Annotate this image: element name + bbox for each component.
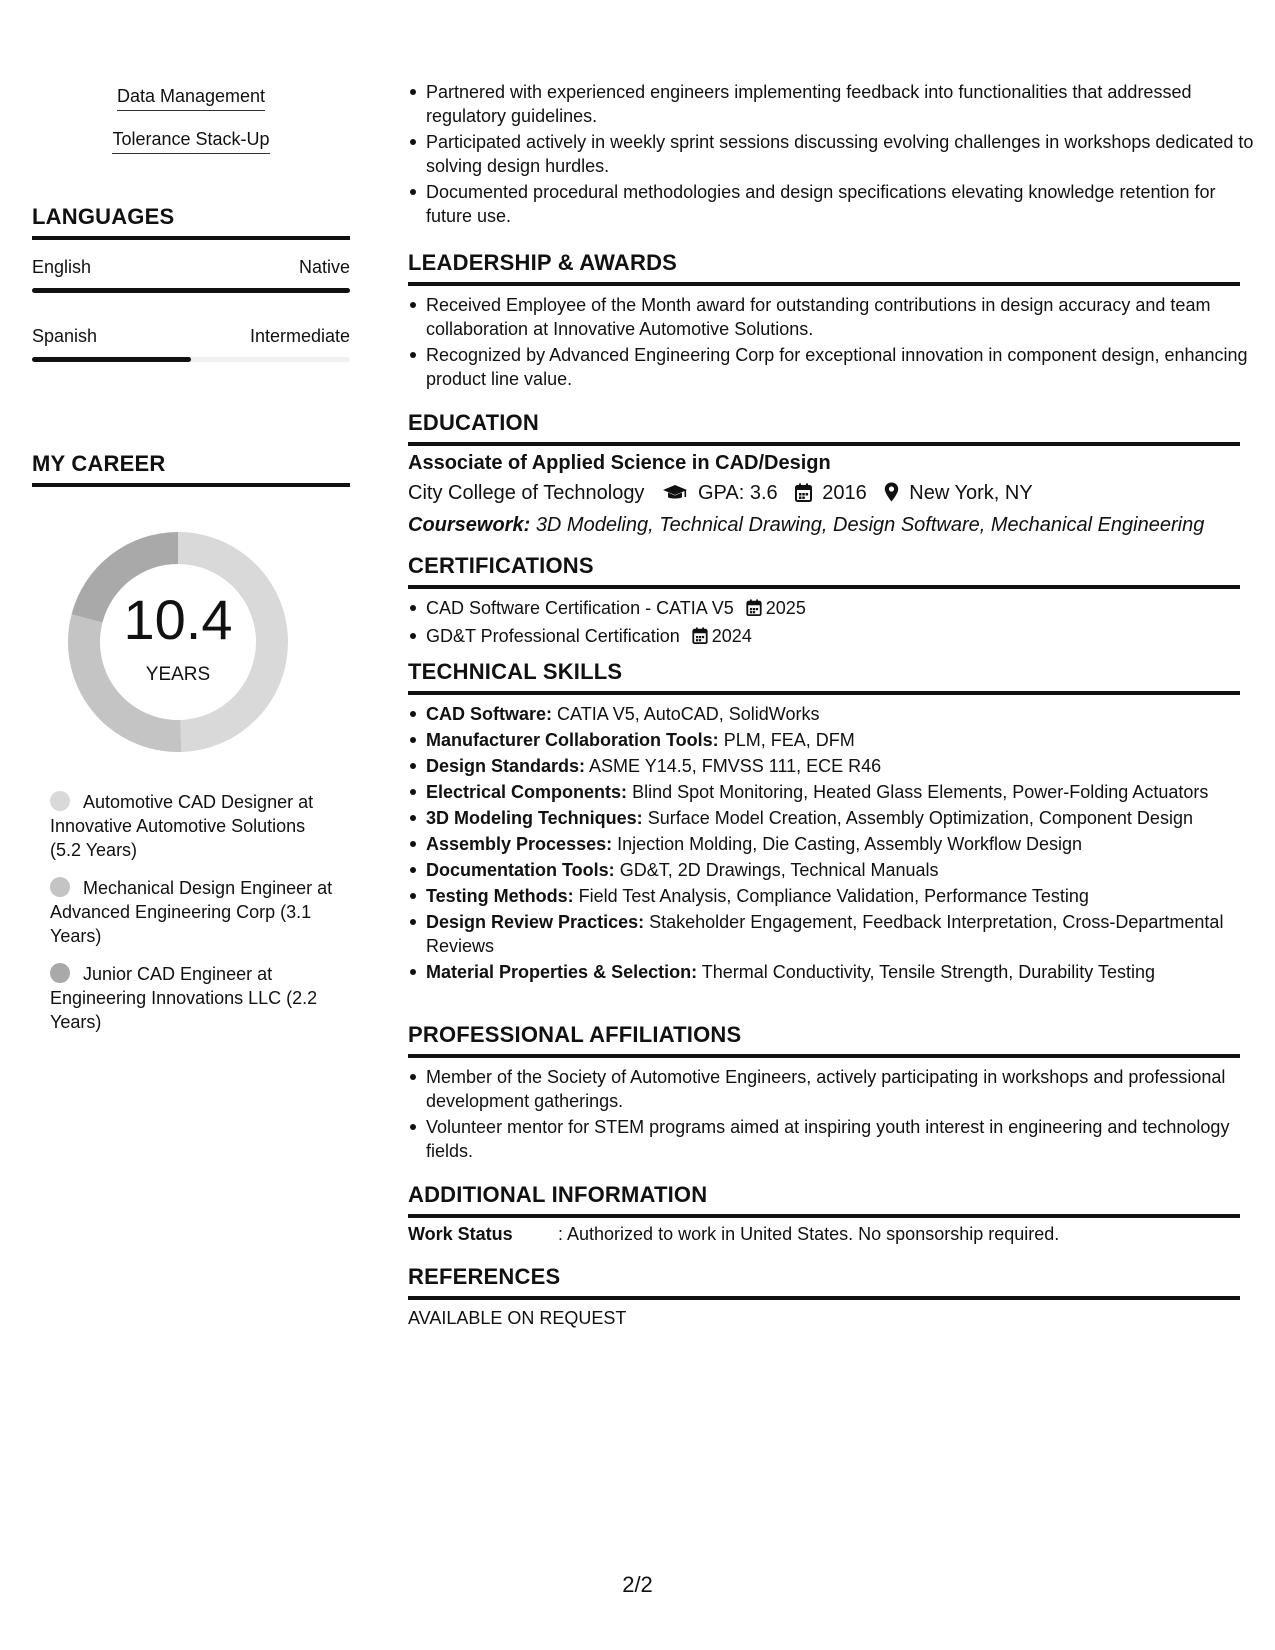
skill-label: Testing Methods: (426, 886, 574, 906)
language-bar (32, 288, 350, 293)
references-text: AVAILABLE ON REQUEST (408, 1308, 627, 1328)
education-details (408, 482, 1033, 508)
skill-item (426, 806, 1258, 830)
education-school: City College of Technology (408, 482, 645, 504)
leadership-heading: LEADERSHIP & AWARDS (408, 250, 1240, 286)
skill-value: Thermal Conductivity, Tensile Strength, Durability Testing (701, 962, 1155, 982)
career-legend-item (50, 962, 340, 1034)
language-name: English (32, 257, 92, 277)
skill-tag: Tolerance Stack-Up (112, 129, 269, 154)
skill-item (426, 780, 1258, 804)
skill-item (426, 884, 1258, 908)
skill-label: CAD Software: (426, 704, 553, 724)
certification-year: 2025 (765, 598, 806, 618)
skill-item (426, 832, 1258, 856)
certification-item (426, 596, 1258, 622)
education-coursework (408, 514, 1204, 537)
language-level: Intermediate (249, 326, 350, 346)
skill-label: Manufacturer Collaboration Tools: (426, 730, 719, 750)
skill-value: Stakeholder Engagement, Feedback Interpretation, Cross-Departmental Reviews (426, 912, 1224, 956)
languages-heading: LANGUAGES (32, 204, 350, 240)
language-bar (32, 357, 350, 362)
work-status-label: Work Status (408, 1224, 513, 1244)
language-level: Native (298, 257, 350, 277)
skill-value: Field Test Analysis, Compliance Validation, Performance Testing (578, 886, 1089, 906)
coursework-value: 3D Modeling, Technical Drawing, Design Software, Mechanical Engineering (535, 514, 1205, 536)
skill-item (426, 910, 1258, 958)
certifications-list (408, 596, 1258, 652)
legend-dot (50, 963, 70, 983)
education-gpa: GPA: 3.6 (698, 482, 778, 504)
graduation-cap-icon (662, 484, 688, 508)
certification-item (426, 624, 1258, 650)
calendar-icon (692, 626, 708, 650)
certification-name: CAD Software Certification - CATIA V5 (426, 598, 734, 618)
career-total-unit: YEARS (145, 664, 211, 685)
skill-item (426, 754, 1258, 778)
leadership-list (408, 293, 1258, 393)
skill-value: Blind Spot Monitoring, Heated Glass Elements, Power-Folding Actuators (632, 782, 1209, 802)
skill-item (426, 728, 1258, 752)
skill-value: CATIA V5, AutoCAD, SolidWorks (557, 704, 820, 724)
list-item: Volunteer mentor for STEM programs aimed at inspiring youth interest in engineering and technology fields. (426, 1115, 1258, 1163)
list-item: Member of the Society of Automotive Engineers, actively participating in workshops and professional development gatherings. (426, 1065, 1258, 1113)
list-item: Participated actively in weekly sprint sessions discussing evolving challenges in workshops dedicated to solving design hurdles. (426, 130, 1258, 178)
skill-label: Assembly Processes: (426, 834, 613, 854)
skill-value: GD&T, 2D Drawings, Technical Manuals (619, 860, 939, 880)
skill-value: ASME Y14.5, FMVSS 111, ECE R46 (589, 756, 882, 776)
technical-skills-list (408, 702, 1258, 986)
certification-name: GD&T Professional Certification (426, 626, 680, 646)
education-location: New York, NY (909, 482, 1033, 504)
certification-year: 2024 (711, 626, 752, 646)
skill-item (426, 960, 1258, 984)
language-name: Spanish (32, 326, 98, 346)
skill-item (426, 702, 1258, 726)
list-item: Recognized by Advanced Engineering Corp for exceptional innovation in component design, enhancing product line value. (426, 343, 1258, 391)
location-pin-icon (884, 482, 899, 508)
education-year: 2016 (822, 482, 867, 504)
skill-tag-item (32, 129, 350, 154)
work-status-value: : Authorized to work in United States. No sponsorship required. (558, 1224, 1060, 1244)
legend-dot (50, 877, 70, 897)
skill-label: Material Properties & Selection: (426, 962, 698, 982)
skill-label: Design Review Practices: (426, 912, 645, 932)
references-heading: REFERENCES (408, 1264, 1240, 1300)
affiliations-list (408, 1065, 1258, 1165)
skill-tag-item (32, 86, 350, 111)
list-item: Received Employee of the Month award for outstanding contributions in design accuracy and team collaboration at Innovative Automotive Solutions. (426, 293, 1258, 341)
calendar-icon (795, 483, 812, 508)
page-number: 2/2 (622, 1572, 653, 1597)
list-item: Documented procedural methodologies and design specifications elevating knowledge retention for future use. (426, 180, 1258, 228)
skill-item (426, 858, 1258, 882)
education-heading: EDUCATION (408, 410, 1240, 446)
additional-info-heading: ADDITIONAL INFORMATION (408, 1182, 1240, 1218)
education-degree: Associate of Applied Science in CAD/Design (408, 452, 831, 474)
career-legend-item (50, 876, 340, 948)
skill-label: Electrical Components: (426, 782, 628, 802)
language-bar-fill (32, 288, 350, 293)
career-total-value: 10.4 (123, 588, 233, 651)
technical-skills-heading: TECHNICAL SKILLS (408, 659, 1240, 695)
skill-value: Surface Model Creation, Assembly Optimization, Component Design (647, 808, 1193, 828)
language-bar-fill (32, 357, 191, 362)
skill-tag: Data Management (117, 86, 265, 111)
legend-dot (50, 791, 70, 811)
experience-bullets (408, 80, 1258, 230)
work-status-row (408, 1224, 1059, 1245)
skill-label: Documentation Tools: (426, 860, 615, 880)
career-heading: MY CAREER (32, 451, 350, 487)
certifications-heading: CERTIFICATIONS (408, 553, 1240, 589)
list-item: Partnered with experienced engineers implementing feedback into functionalities that addressed regulatory guidelines. (426, 80, 1258, 128)
career-legend-item (50, 790, 340, 862)
skill-value: Injection Molding, Die Casting, Assembly Workflow Design (617, 834, 1082, 854)
career-legend-label: Mechanical Design Engineer at Advanced Engineering Corp (3.1 Years) (50, 878, 333, 946)
career-legend-label: Automotive CAD Designer at Innovative Automotive Solutions (5.2 Years) (50, 792, 314, 860)
affiliations-heading: PROFESSIONAL AFFILIATIONS (408, 1022, 1240, 1058)
skill-label: 3D Modeling Techniques: (426, 808, 643, 828)
skill-label: Design Standards: (426, 756, 586, 776)
coursework-label: Coursework: (408, 514, 531, 536)
skill-value: PLM, FEA, DFM (723, 730, 855, 750)
career-donut-chart (66, 530, 290, 754)
calendar-icon (746, 598, 762, 622)
career-legend-label: Junior CAD Engineer at Engineering Innovations LLC (2.2 Years) (50, 964, 318, 1032)
